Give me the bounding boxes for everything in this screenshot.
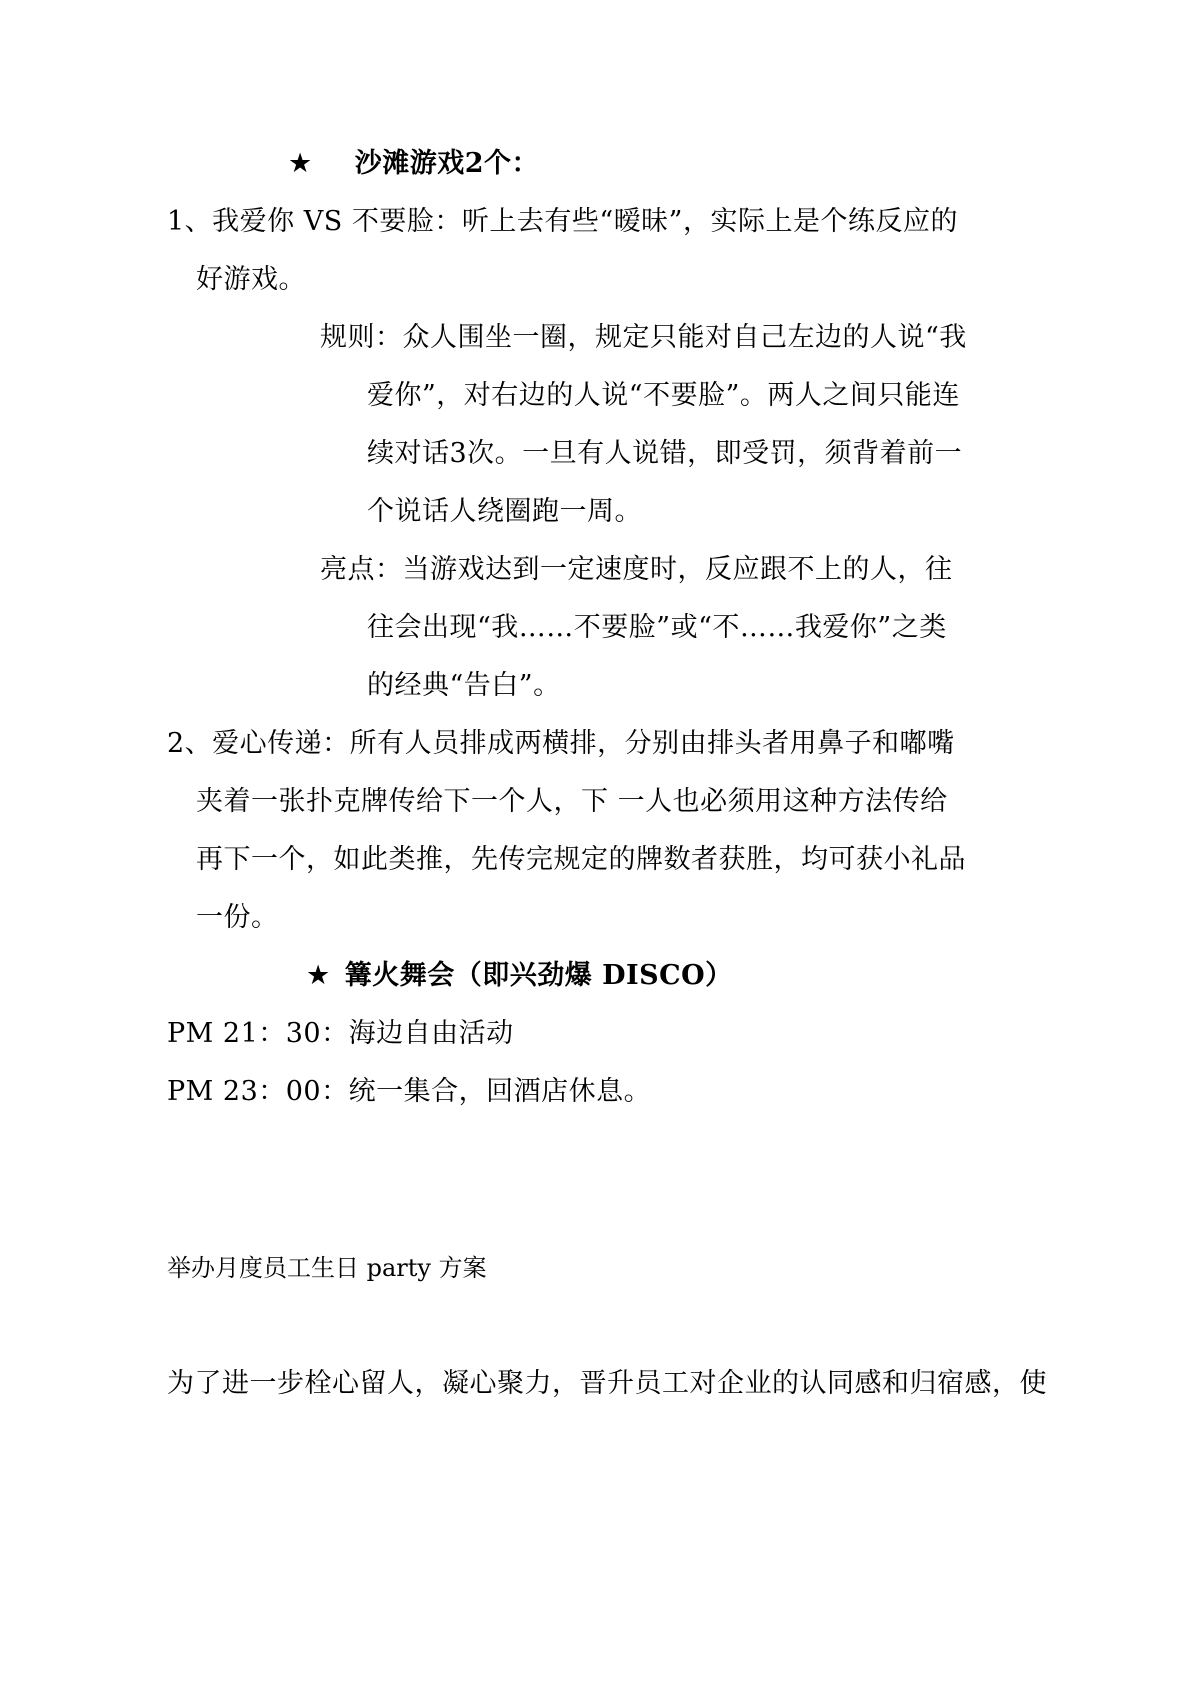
game1-rules-line4: 个说话人绕圈跑一周。 bbox=[367, 496, 642, 527]
game1-line1: 1、我爱你 VS 不要脸：听上去有些“暧昧”，实际上是个练反应的 bbox=[167, 206, 958, 237]
game1-highlight-line1: 亮点：当游戏达到一定速度时，反应跟不上的人，往 bbox=[320, 554, 953, 585]
game1-highlight-line2: 往会出现“我……不要脸”或“不……我爱你”之类 bbox=[367, 612, 947, 643]
game2-line3: 再下一个，如此类推，先传完规定的牌数者获胜，均可获小礼品 bbox=[196, 844, 966, 875]
game1-rules-line2: 爱你”，对右边的人说“不要脸”。两人之间只能连 bbox=[367, 380, 960, 411]
game2-line4: 一份。 bbox=[196, 902, 279, 933]
schedule-item-2130: PM 21：30：海边自由活动 bbox=[167, 1018, 514, 1049]
game1-rules-line3: 续对话3次。一旦有人说错，即受罚，须背着前一 bbox=[367, 438, 963, 469]
party-plan-intro: 为了进一步栓心留人，凝心聚力，晋升员工对企业的认同感和归宿感，使 bbox=[167, 1368, 1047, 1399]
section-title: 篝火舞会（即兴劲爆 DISCO） bbox=[344, 960, 733, 991]
section-heading-beach-games bbox=[288, 146, 539, 182]
game2-line1: 2、爱心传递：所有人员排成两横排，分别由排头者用鼻子和嘟嘴 bbox=[167, 728, 955, 759]
game1-highlight-line3: 的经典“告白”。 bbox=[367, 670, 561, 701]
schedule-item-2300: PM 23：00：统一集合，回酒店休息。 bbox=[167, 1076, 652, 1107]
party-plan-title: 举办月度员工生日 party 方案 bbox=[167, 1254, 487, 1282]
star-icon: ★ bbox=[306, 960, 331, 991]
section-heading-bonfire-dance bbox=[306, 958, 733, 994]
game2-line2: 夹着一张扑克牌传给下一个人，下 一人也必须用这种方法传给 bbox=[196, 786, 948, 817]
game1-rules-line1: 规则：众人围坐一圈，规定只能对自己左边的人说“我 bbox=[320, 322, 967, 353]
star-icon: ★ bbox=[288, 148, 313, 179]
section-title: 沙滩游戏2个： bbox=[354, 148, 540, 179]
game1-line2: 好游戏。 bbox=[196, 264, 306, 295]
